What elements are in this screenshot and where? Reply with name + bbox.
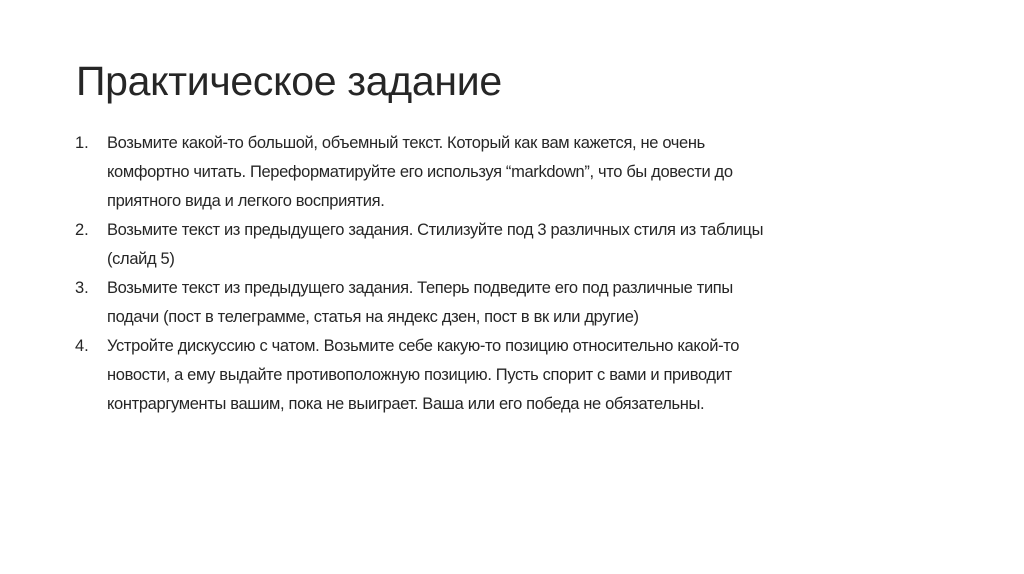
item-text-line: Устройте дискуссию с чатом. Возьмите себе какую-то позицию относительно какой-то [107,337,740,355]
item-number: 1. [75,134,89,152]
item-text-line: приятного вида и легкого восприятия. [107,192,385,210]
list-item [75,274,763,332]
item-number: 2. [75,221,89,239]
item-text-line: Возьмите текст из предыдущего задания. Теперь подведите его под различные типы [107,279,733,297]
item-number: 3. [75,279,89,297]
item-text-line: (слайд 5) [107,250,175,268]
item-text-line: контраргументы вашим, пока не выиграет. Ваша или его победа не обязательны. [107,395,705,413]
slide-title: Практическое задание [76,58,502,104]
item-text-line: Возьмите какой-то большой, объемный текст. Который как вам кажется, не очень [107,134,705,152]
list-item [75,129,763,216]
list-item [75,216,763,274]
item-text-line: новости, а ему выдайте противоположную позицию. Пусть спорит с вами и приводит [107,366,732,384]
item-text-line: комфортно читать. Переформатируйте его используя “markdown”, что бы довести до [107,163,733,181]
task-list [75,129,763,419]
item-text-line: подачи (пост в телеграмме, статья на яндекс дзен, пост в вк или другие) [107,308,639,326]
item-number: 4. [75,337,89,355]
item-text-line: Возьмите текст из предыдущего задания. Стилизуйте под 3 различных стиля из таблицы [107,221,764,239]
list-item [75,332,763,419]
